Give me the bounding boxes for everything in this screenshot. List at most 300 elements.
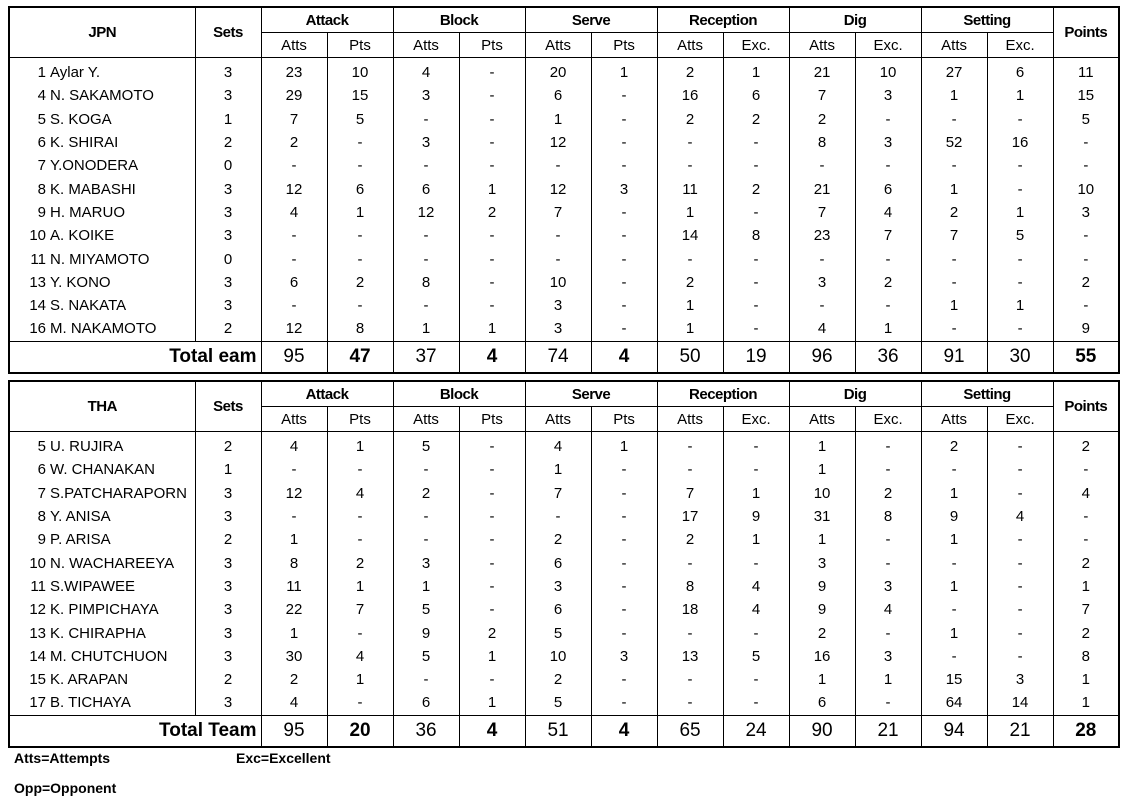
stat-cell: 22 <box>261 598 327 621</box>
player-row <box>9 84 1119 107</box>
player-number: 8 <box>37 180 46 198</box>
group-header-dig: Dig <box>789 381 921 407</box>
stat-cell: 21 <box>789 177 855 200</box>
stat-cell: 2 <box>261 668 327 691</box>
player-number: 15 <box>29 671 46 689</box>
stat-cell: - <box>591 247 657 270</box>
player-row <box>9 58 1119 85</box>
stat-cell: 12 <box>525 177 591 200</box>
stat-cell: 12 <box>261 177 327 200</box>
stat-cell: - <box>393 458 459 481</box>
points-cell: 10 <box>1053 177 1119 200</box>
stat-cell: 1 <box>261 528 327 551</box>
sub-header: Exc. <box>987 407 1053 432</box>
stat-cell: 1 <box>921 528 987 551</box>
group-header-block: Block <box>393 7 525 33</box>
group-header-attack: Attack <box>261 381 393 407</box>
stat-cell: 12 <box>261 482 327 505</box>
stat-cell: 1 <box>393 575 459 598</box>
stat-cell: 4 <box>261 201 327 224</box>
player-number: 11 <box>30 250 46 268</box>
stat-cell: - <box>657 458 723 481</box>
stat-cell: 1 <box>459 317 525 341</box>
points-cell: - <box>1053 154 1119 177</box>
player-name: U. RUJIRA <box>50 438 124 456</box>
stat-cell: 3 <box>525 317 591 341</box>
stat-cell: 2 <box>327 271 393 294</box>
stat-cell: 1 <box>723 58 789 85</box>
stat-cell: 1 <box>921 621 987 644</box>
sets-cell: 2 <box>195 432 261 459</box>
stat-cell: 1 <box>921 84 987 107</box>
stat-cell: - <box>393 294 459 317</box>
sub-header: Exc. <box>723 33 789 58</box>
stat-cell: 3 <box>393 84 459 107</box>
stat-cell: - <box>987 645 1053 668</box>
points-cell: 2 <box>1053 551 1119 574</box>
player-row <box>9 201 1119 224</box>
group-header-reception: Reception <box>657 7 789 33</box>
total-stat-cell: 95 <box>261 341 327 373</box>
total-stat-cell: 36 <box>393 715 459 747</box>
total-stat-cell: 74 <box>525 341 591 373</box>
player-cell <box>9 551 195 574</box>
stat-cell: 10 <box>525 645 591 668</box>
stat-cell: - <box>723 691 789 715</box>
points-cell: - <box>1053 224 1119 247</box>
player-cell <box>9 131 195 154</box>
sub-header: Atts <box>393 33 459 58</box>
points-cell: 4 <box>1053 482 1119 505</box>
stat-cell: - <box>393 154 459 177</box>
stat-cell: 3 <box>855 645 921 668</box>
player-row <box>9 691 1119 715</box>
stat-cell: - <box>525 247 591 270</box>
stat-cell: 1 <box>987 201 1053 224</box>
stat-cell: - <box>591 482 657 505</box>
stat-cell: 4 <box>261 432 327 459</box>
stat-cell: 5 <box>393 598 459 621</box>
stat-cell: - <box>987 598 1053 621</box>
points-header: Points <box>1053 7 1119 58</box>
player-number: 9 <box>37 531 46 549</box>
total-label: Total Team <box>9 715 261 747</box>
total-stat-cell: 30 <box>987 341 1053 373</box>
player-number: 13 <box>29 273 46 291</box>
stat-cell: 4 <box>723 598 789 621</box>
stat-cell: - <box>855 621 921 644</box>
player-number: 6 <box>37 134 46 152</box>
stat-cell: 2 <box>525 668 591 691</box>
player-cell <box>9 458 195 481</box>
player-row <box>9 131 1119 154</box>
stat-cell: 27 <box>921 58 987 85</box>
player-row <box>9 482 1119 505</box>
stat-cell: 23 <box>261 58 327 85</box>
stat-cell: - <box>591 271 657 294</box>
player-name: S.PATCHARAPORN <box>50 484 187 502</box>
stat-cell: - <box>657 668 723 691</box>
stat-cell: 3 <box>855 131 921 154</box>
stat-cell: 2 <box>261 131 327 154</box>
stat-cell: 20 <box>525 58 591 85</box>
total-points-cell: 55 <box>1053 341 1119 373</box>
stat-cell: 64 <box>921 691 987 715</box>
stat-cell: 3 <box>525 575 591 598</box>
total-stat-cell: 4 <box>591 341 657 373</box>
stat-cell: 1 <box>327 432 393 459</box>
points-cell: - <box>1053 247 1119 270</box>
stat-cell: - <box>987 108 1053 131</box>
stat-cell: 8 <box>327 317 393 341</box>
points-cell: 1 <box>1053 575 1119 598</box>
stat-cell: - <box>855 154 921 177</box>
player-number: 8 <box>37 508 46 526</box>
stat-cell: 2 <box>657 528 723 551</box>
stat-cell: - <box>987 482 1053 505</box>
stat-cell: - <box>591 108 657 131</box>
stat-cell: - <box>987 271 1053 294</box>
stat-cell: - <box>855 108 921 131</box>
player-cell <box>9 201 195 224</box>
stat-cell: 1 <box>657 317 723 341</box>
stat-cell: 10 <box>327 58 393 85</box>
points-cell: 3 <box>1053 201 1119 224</box>
stat-cell: 5 <box>327 108 393 131</box>
stat-cell: - <box>921 108 987 131</box>
stat-cell: - <box>459 551 525 574</box>
stat-cell: 9 <box>789 575 855 598</box>
group-header-dig: Dig <box>789 7 921 33</box>
sets-cell: 3 <box>195 84 261 107</box>
sets-cell: 3 <box>195 177 261 200</box>
total-points-cell: 28 <box>1053 715 1119 747</box>
total-stat-cell: 36 <box>855 341 921 373</box>
stat-cell: 6 <box>393 177 459 200</box>
stat-cell: - <box>657 551 723 574</box>
player-number: 1 <box>37 64 46 82</box>
stat-cell: - <box>921 247 987 270</box>
stat-cell: - <box>591 131 657 154</box>
player-name: H. MARUO <box>50 203 125 221</box>
stat-cell: - <box>459 154 525 177</box>
sub-header: Pts <box>591 33 657 58</box>
stat-cell: 2 <box>921 201 987 224</box>
stat-cell: 3 <box>591 177 657 200</box>
sub-header: Atts <box>657 33 723 58</box>
stat-cell: - <box>921 271 987 294</box>
player-row <box>9 458 1119 481</box>
stat-cell: 31 <box>789 505 855 528</box>
points-cell: 11 <box>1053 58 1119 85</box>
stat-cell: - <box>921 317 987 341</box>
player-name: A. KOIKE <box>50 227 115 245</box>
stat-cell: - <box>459 224 525 247</box>
stat-cell: 14 <box>657 224 723 247</box>
stat-cell: - <box>723 154 789 177</box>
tha-stats-table-wrap <box>8 380 1118 748</box>
stat-cell: - <box>657 621 723 644</box>
stat-cell: - <box>393 668 459 691</box>
player-name: S. KOGA <box>50 110 112 128</box>
total-stat-cell: 94 <box>921 715 987 747</box>
stat-cell: - <box>855 294 921 317</box>
player-number: 13 <box>29 624 46 642</box>
sets-cell: 2 <box>195 317 261 341</box>
group-header-attack: Attack <box>261 7 393 33</box>
sets-cell: 2 <box>195 131 261 154</box>
stat-cell: 12 <box>393 201 459 224</box>
stat-cell: - <box>327 505 393 528</box>
total-stat-cell: 95 <box>261 715 327 747</box>
stat-cell: 6 <box>525 84 591 107</box>
stat-cell: - <box>657 154 723 177</box>
group-header-block: Block <box>393 381 525 407</box>
stat-cell: - <box>591 528 657 551</box>
sets-cell: 3 <box>195 271 261 294</box>
stat-cell: - <box>459 84 525 107</box>
group-header-setting: Setting <box>921 7 1053 33</box>
player-cell <box>9 645 195 668</box>
stat-cell: 2 <box>657 58 723 85</box>
stat-cell: 4 <box>327 482 393 505</box>
points-cell: - <box>1053 131 1119 154</box>
player-cell <box>9 691 195 715</box>
stat-cell: - <box>261 458 327 481</box>
player-name: K. MABASHI <box>50 180 136 198</box>
stat-cell: - <box>591 505 657 528</box>
sets-cell: 0 <box>195 247 261 270</box>
sub-header: Pts <box>459 407 525 432</box>
total-stat-cell: 19 <box>723 341 789 373</box>
stat-cell: - <box>261 154 327 177</box>
stat-cell: - <box>459 575 525 598</box>
player-row <box>9 271 1119 294</box>
stat-cell: 2 <box>459 201 525 224</box>
jpn-stats-table <box>8 6 1120 374</box>
stat-cell: 16 <box>789 645 855 668</box>
player-row <box>9 668 1119 691</box>
stat-cell: 10 <box>525 271 591 294</box>
stat-cell: 5 <box>393 645 459 668</box>
stat-cell: 8 <box>393 271 459 294</box>
stat-cell: 1 <box>855 317 921 341</box>
sets-cell: 3 <box>195 201 261 224</box>
stat-cell: - <box>789 154 855 177</box>
sub-header: Atts <box>789 33 855 58</box>
total-stat-cell: 21 <box>987 715 1053 747</box>
group-header-serve: Serve <box>525 381 657 407</box>
stat-cell: - <box>921 645 987 668</box>
team-name: THA <box>9 381 195 432</box>
player-number: 7 <box>37 157 46 175</box>
sets-cell: 2 <box>195 528 261 551</box>
sub-header: Pts <box>591 407 657 432</box>
stat-cell: - <box>987 154 1053 177</box>
stat-cell: 4 <box>327 645 393 668</box>
stat-cell: - <box>789 247 855 270</box>
stat-cell: - <box>657 691 723 715</box>
group-header-reception: Reception <box>657 381 789 407</box>
stat-cell: 4 <box>987 505 1053 528</box>
stat-cell: 2 <box>855 482 921 505</box>
player-cell <box>9 271 195 294</box>
stat-cell: - <box>459 598 525 621</box>
player-row <box>9 575 1119 598</box>
stat-cell: 1 <box>591 58 657 85</box>
stat-cell: 7 <box>657 482 723 505</box>
stat-cell: 11 <box>657 177 723 200</box>
sets-cell: 3 <box>195 575 261 598</box>
stat-cell: - <box>393 108 459 131</box>
stat-cell: 4 <box>789 317 855 341</box>
stat-cell: - <box>591 621 657 644</box>
player-name: Y. ANISA <box>50 508 111 526</box>
points-cell: 2 <box>1053 432 1119 459</box>
stat-cell: 6 <box>855 177 921 200</box>
points-cell: 1 <box>1053 691 1119 715</box>
points-cell: - <box>1053 458 1119 481</box>
total-stat-cell: 65 <box>657 715 723 747</box>
player-row <box>9 154 1119 177</box>
stat-cell: - <box>261 247 327 270</box>
player-number: 5 <box>37 438 46 456</box>
stat-cell: 1 <box>921 177 987 200</box>
stat-cell: - <box>591 317 657 341</box>
player-cell <box>9 247 195 270</box>
stat-cell: - <box>723 317 789 341</box>
player-name: Y.ONODERA <box>50 157 139 175</box>
stat-cell: 3 <box>855 84 921 107</box>
stat-cell: - <box>723 247 789 270</box>
sub-header: Exc. <box>855 407 921 432</box>
stat-cell: - <box>525 224 591 247</box>
points-cell: 7 <box>1053 598 1119 621</box>
stat-cell: - <box>855 528 921 551</box>
stat-cell: 6 <box>789 691 855 715</box>
player-cell <box>9 482 195 505</box>
stat-cell: 15 <box>921 668 987 691</box>
group-header-serve: Serve <box>525 7 657 33</box>
stat-cell: - <box>459 432 525 459</box>
sub-header: Atts <box>657 407 723 432</box>
stat-cell: 7 <box>789 201 855 224</box>
stat-cell: - <box>591 201 657 224</box>
stat-cell: - <box>723 271 789 294</box>
player-cell <box>9 598 195 621</box>
stat-cell: 12 <box>525 131 591 154</box>
sets-cell: 3 <box>195 691 261 715</box>
stat-cell: - <box>393 224 459 247</box>
stat-cell: - <box>393 505 459 528</box>
stat-cell: 6 <box>261 271 327 294</box>
player-row <box>9 528 1119 551</box>
stat-cell: 1 <box>327 575 393 598</box>
stat-cell: - <box>921 551 987 574</box>
total-stat-cell: 24 <box>723 715 789 747</box>
stat-cell: 16 <box>987 131 1053 154</box>
stat-cell: 2 <box>789 621 855 644</box>
sets-cell: 3 <box>195 621 261 644</box>
player-cell <box>9 177 195 200</box>
sets-cell: 3 <box>195 505 261 528</box>
stat-cell: - <box>393 247 459 270</box>
player-cell <box>9 58 195 85</box>
stat-cell: 2 <box>459 621 525 644</box>
stat-cell: 6 <box>723 84 789 107</box>
stat-cell: 8 <box>657 575 723 598</box>
stat-cell: - <box>591 575 657 598</box>
stat-cell: - <box>459 271 525 294</box>
total-label: Total eam <box>9 341 261 373</box>
points-cell: 2 <box>1053 271 1119 294</box>
stat-cell: 13 <box>657 645 723 668</box>
stat-cell: 30 <box>261 645 327 668</box>
total-row <box>9 341 1119 373</box>
stat-cell: 1 <box>657 294 723 317</box>
stat-cell: - <box>261 294 327 317</box>
stat-cell: 2 <box>921 432 987 459</box>
stat-cell: 1 <box>459 645 525 668</box>
stat-cell: - <box>921 458 987 481</box>
stat-cell: 5 <box>987 224 1053 247</box>
sets-cell: 2 <box>195 668 261 691</box>
sets-header: Sets <box>195 7 261 58</box>
player-number: 6 <box>37 461 46 479</box>
player-name: S. NAKATA <box>50 297 127 315</box>
player-cell <box>9 575 195 598</box>
stat-cell: 2 <box>855 271 921 294</box>
sub-header: Atts <box>261 33 327 58</box>
player-name: K. CHIRAPHA <box>50 624 146 642</box>
stat-cell: 6 <box>987 58 1053 85</box>
sets-cell: 3 <box>195 551 261 574</box>
stat-cell: 1 <box>855 668 921 691</box>
stat-cell: - <box>327 691 393 715</box>
sets-cell: 0 <box>195 154 261 177</box>
stat-cell: - <box>855 458 921 481</box>
stat-cell: 21 <box>789 58 855 85</box>
points-cell: 15 <box>1053 84 1119 107</box>
player-number: 10 <box>29 227 46 245</box>
stat-cell: - <box>657 432 723 459</box>
stat-cell: 4 <box>855 598 921 621</box>
total-stat-cell: 96 <box>789 341 855 373</box>
sub-header: Atts <box>789 407 855 432</box>
stat-cell: 1 <box>525 108 591 131</box>
stat-cell: 6 <box>525 598 591 621</box>
stat-cell: - <box>921 154 987 177</box>
stat-cell: - <box>723 668 789 691</box>
player-row <box>9 551 1119 574</box>
player-name: K. SHIRAI <box>50 134 119 152</box>
stat-cell: 2 <box>327 551 393 574</box>
sub-header: Atts <box>525 33 591 58</box>
points-cell: 1 <box>1053 668 1119 691</box>
stat-cell: - <box>459 108 525 131</box>
sub-header: Atts <box>921 407 987 432</box>
player-row <box>9 247 1119 270</box>
stat-cell: 2 <box>657 271 723 294</box>
stat-cell: - <box>987 432 1053 459</box>
sub-header: Exc. <box>855 33 921 58</box>
stat-cell: 6 <box>525 551 591 574</box>
stat-cell: - <box>591 458 657 481</box>
stat-cell: 3 <box>789 271 855 294</box>
player-name: W. CHANAKAN <box>50 461 156 479</box>
stat-cell: - <box>987 458 1053 481</box>
stat-cell: - <box>987 551 1053 574</box>
